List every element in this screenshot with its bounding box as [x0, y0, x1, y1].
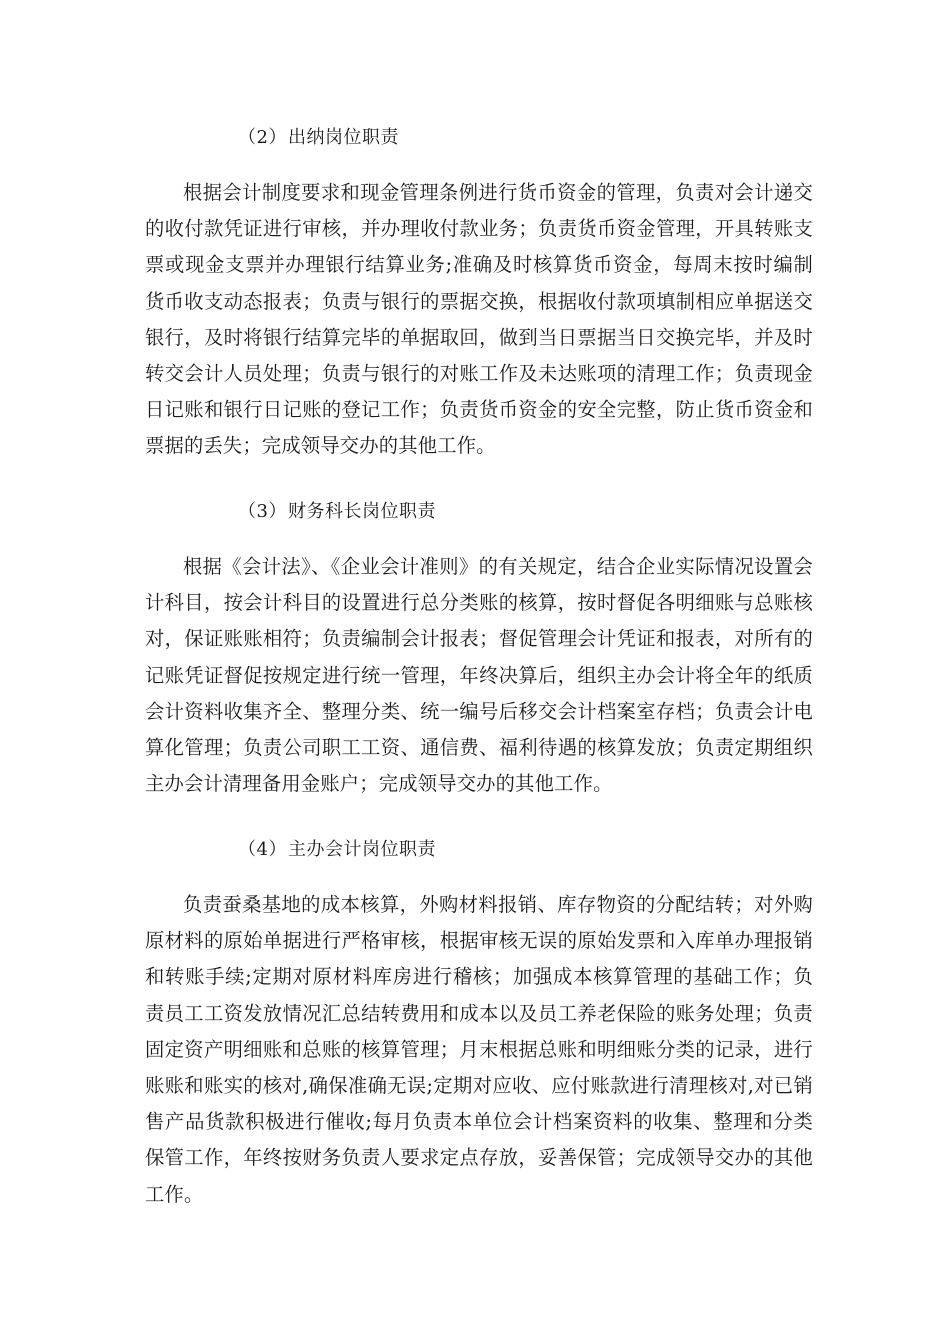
section-number: （2） [238, 127, 287, 148]
section-heading-3 [238, 500, 436, 524]
section-body-3: 根据《会计法》、《企业会计准则》的有关规定，结合企业实际情况设置会计科目，按会计科目的设置进行总分类账的核算，按时督促各明细账与总账核对，保证账账相符；负责编制会计报表；督促管理会计凭证和报表，对所有的记账凭证督促按规定进行统一管理，年终决算后，组织主办会计将全年的纸质会计资料收集齐全、整理分类、统一编号后移交会计档案室存档；负责会计电算化管理；负责公司职工工资、通信费、福利待遇的核算发放；负责定期组织主办会计清理备用金账户；完成领导交办的其他工作。 [145, 555, 813, 796]
section-heading-4 [238, 838, 436, 862]
section-title: 主办会计岗位职责 [288, 839, 436, 860]
section-number: （3） [238, 501, 287, 522]
section-body-4: 负责蚕桑基地的成本核算，外购材料报销、库存物资的分配结转；对外购原材料的原始单据进行严格审核，根据审核无误的原始发票和入库单办理报销和转账手续;定期对原材料库房进行稽核；加强成本核算管理的基础工作；负责员工工资发放情况汇总结转费用和成本以及员工养老保险的账务处理；负责固定资产明细账和总账的核算管理；月末根据总账和明细账分类的记录，进行账账和账实的核对,确保准确无误;定期对应收、应付账款进行清理核对,对已销售产品货款积极进行催收;每月负责本单位会计档案资料的收集、整理和分类保管工作，年终按财务负责人要求定点存放，妥善保管；完成领导交办的其他工作。 [145, 893, 813, 1206]
section-body-2: 根据会计制度要求和现金管理条例进行货币资金的管理，负责对会计递交的收付款凭证进行审核，并办理收付款业务；负责货币资金管理，开具转账支票或现金支票并办理银行结算业务;准确及时核算货币资金，每周末按时编制货币收支动态报表；负责与银行的票据交换，根据收付款项填制相应单据送交银行，及时将银行结算完毕的单据取回，做到当日票据当日交换完毕，并及时转交会计人员处理；负责与银行的对账工作及未达账项的清理工作；负责现金日记账和银行日记账的登记工作；负责货币资金的安全完整，防止货币资金和票据的丢失；完成领导交办的其他工作。 [145, 181, 813, 458]
section-title: 财务科长岗位职责 [288, 501, 436, 522]
section-title: 出纳岗位职责 [288, 127, 399, 148]
section-number: （4） [238, 839, 287, 860]
section-heading-2 [238, 126, 399, 150]
